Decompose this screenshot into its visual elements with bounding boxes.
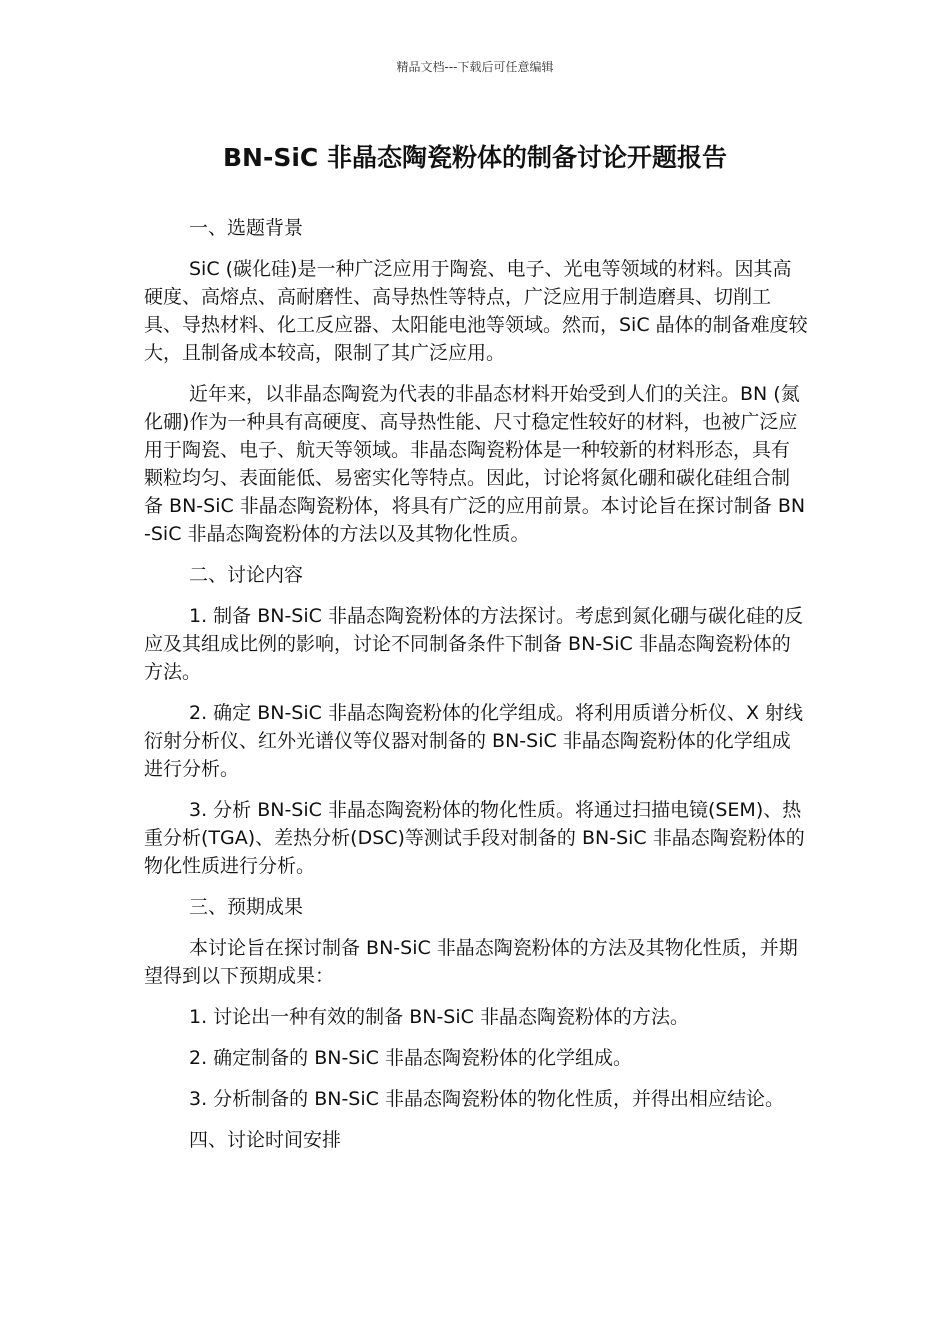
section-heading-content: 二、讨论内容 <box>189 564 304 586</box>
paragraph-bn-intro: 近年来，以非晶态陶瓷为代表的非晶态材料开始受到人们的关注。BN (氮化硼)作为一种具有高硬度、高导热性能、尺寸稳定性较好的材料，也被广泛应用于陶瓷、电子、航天等领域。非晶态陶瓷粉体是一种较新的材料形态，具有颗粒均匀、表面能低、易密实化等特点。因此，讨论将氮化硼和碳化硅组合制备 BN-SiC 非晶态陶瓷粉体，将具有广泛的应用前景。本讨论旨在探讨制备 BN-SiC 非晶态陶瓷粉体的方法以及其物化性质。 <box>144 383 806 545</box>
paragraph-sic-intro: SiC (碳化硅)是一种广泛应用于陶瓷、电子、光电等领域的材料。因其高硬度、高熔点、高耐磨性、高导热性等特点，广泛应用于制造磨具、切削工具、导热材料、化工反应器、太阳能电池等领域。然而，SiC 晶体的制备难度较大，且制备成本较高，限制了其广泛应用。 <box>144 258 808 364</box>
paragraph-results-intro: 本讨论旨在探讨制备 BN-SiC 非晶态陶瓷粉体的方法及其物化性质，并期望得到以下预期成果： <box>144 937 798 987</box>
document-title: BN-SiC 非晶态陶瓷粉体的制备讨论开题报告 <box>223 143 727 172</box>
section-heading-background: 一、选题背景 <box>189 217 304 239</box>
section-heading-results: 三、预期成果 <box>189 896 304 918</box>
result-item-3: 3. 分析制备的 BN-SiC 非晶态陶瓷粉体的物化性质，并得出相应结论。 <box>189 1088 784 1110</box>
result-item-1: 1. 讨论出一种有效的制备 BN-SiC 非晶态陶瓷粉体的方法。 <box>189 1006 689 1028</box>
result-item-2: 2. 确定制备的 BN-SiC 非晶态陶瓷粉体的化学组成。 <box>189 1047 632 1069</box>
header-note: 精品文档---下载后可任意编辑 <box>396 60 554 74</box>
content-item-3: 3. 分析 BN-SiC 非晶态陶瓷粉体的物化性质。将通过扫描电镜(SEM)、热重分析(TGA)、差热分析(DSC)等测试手段对制备的 BN-SiC 非晶态陶瓷粉体的物化性质进行分析。 <box>144 799 805 877</box>
content-item-1: 1. 制备 BN-SiC 非晶态陶瓷粉体的方法探讨。考虑到氮化硼与碳化硅的反应及其组成比例的影响，讨论不同制备条件下制备 BN-SiC 非晶态陶瓷粉体的方法。 <box>144 605 803 683</box>
section-heading-schedule: 四、讨论时间安排 <box>189 1129 342 1151</box>
content-item-2: 2. 确定 BN-SiC 非晶态陶瓷粉体的化学组成。将利用质谱分析仪、X 射线衍射分析仪、红外光谱仪等仪器对制备的 BN-SiC 非晶态陶瓷粉体的化学组成进行分析。 <box>144 702 804 780</box>
document-body <box>144 214 808 1167</box>
